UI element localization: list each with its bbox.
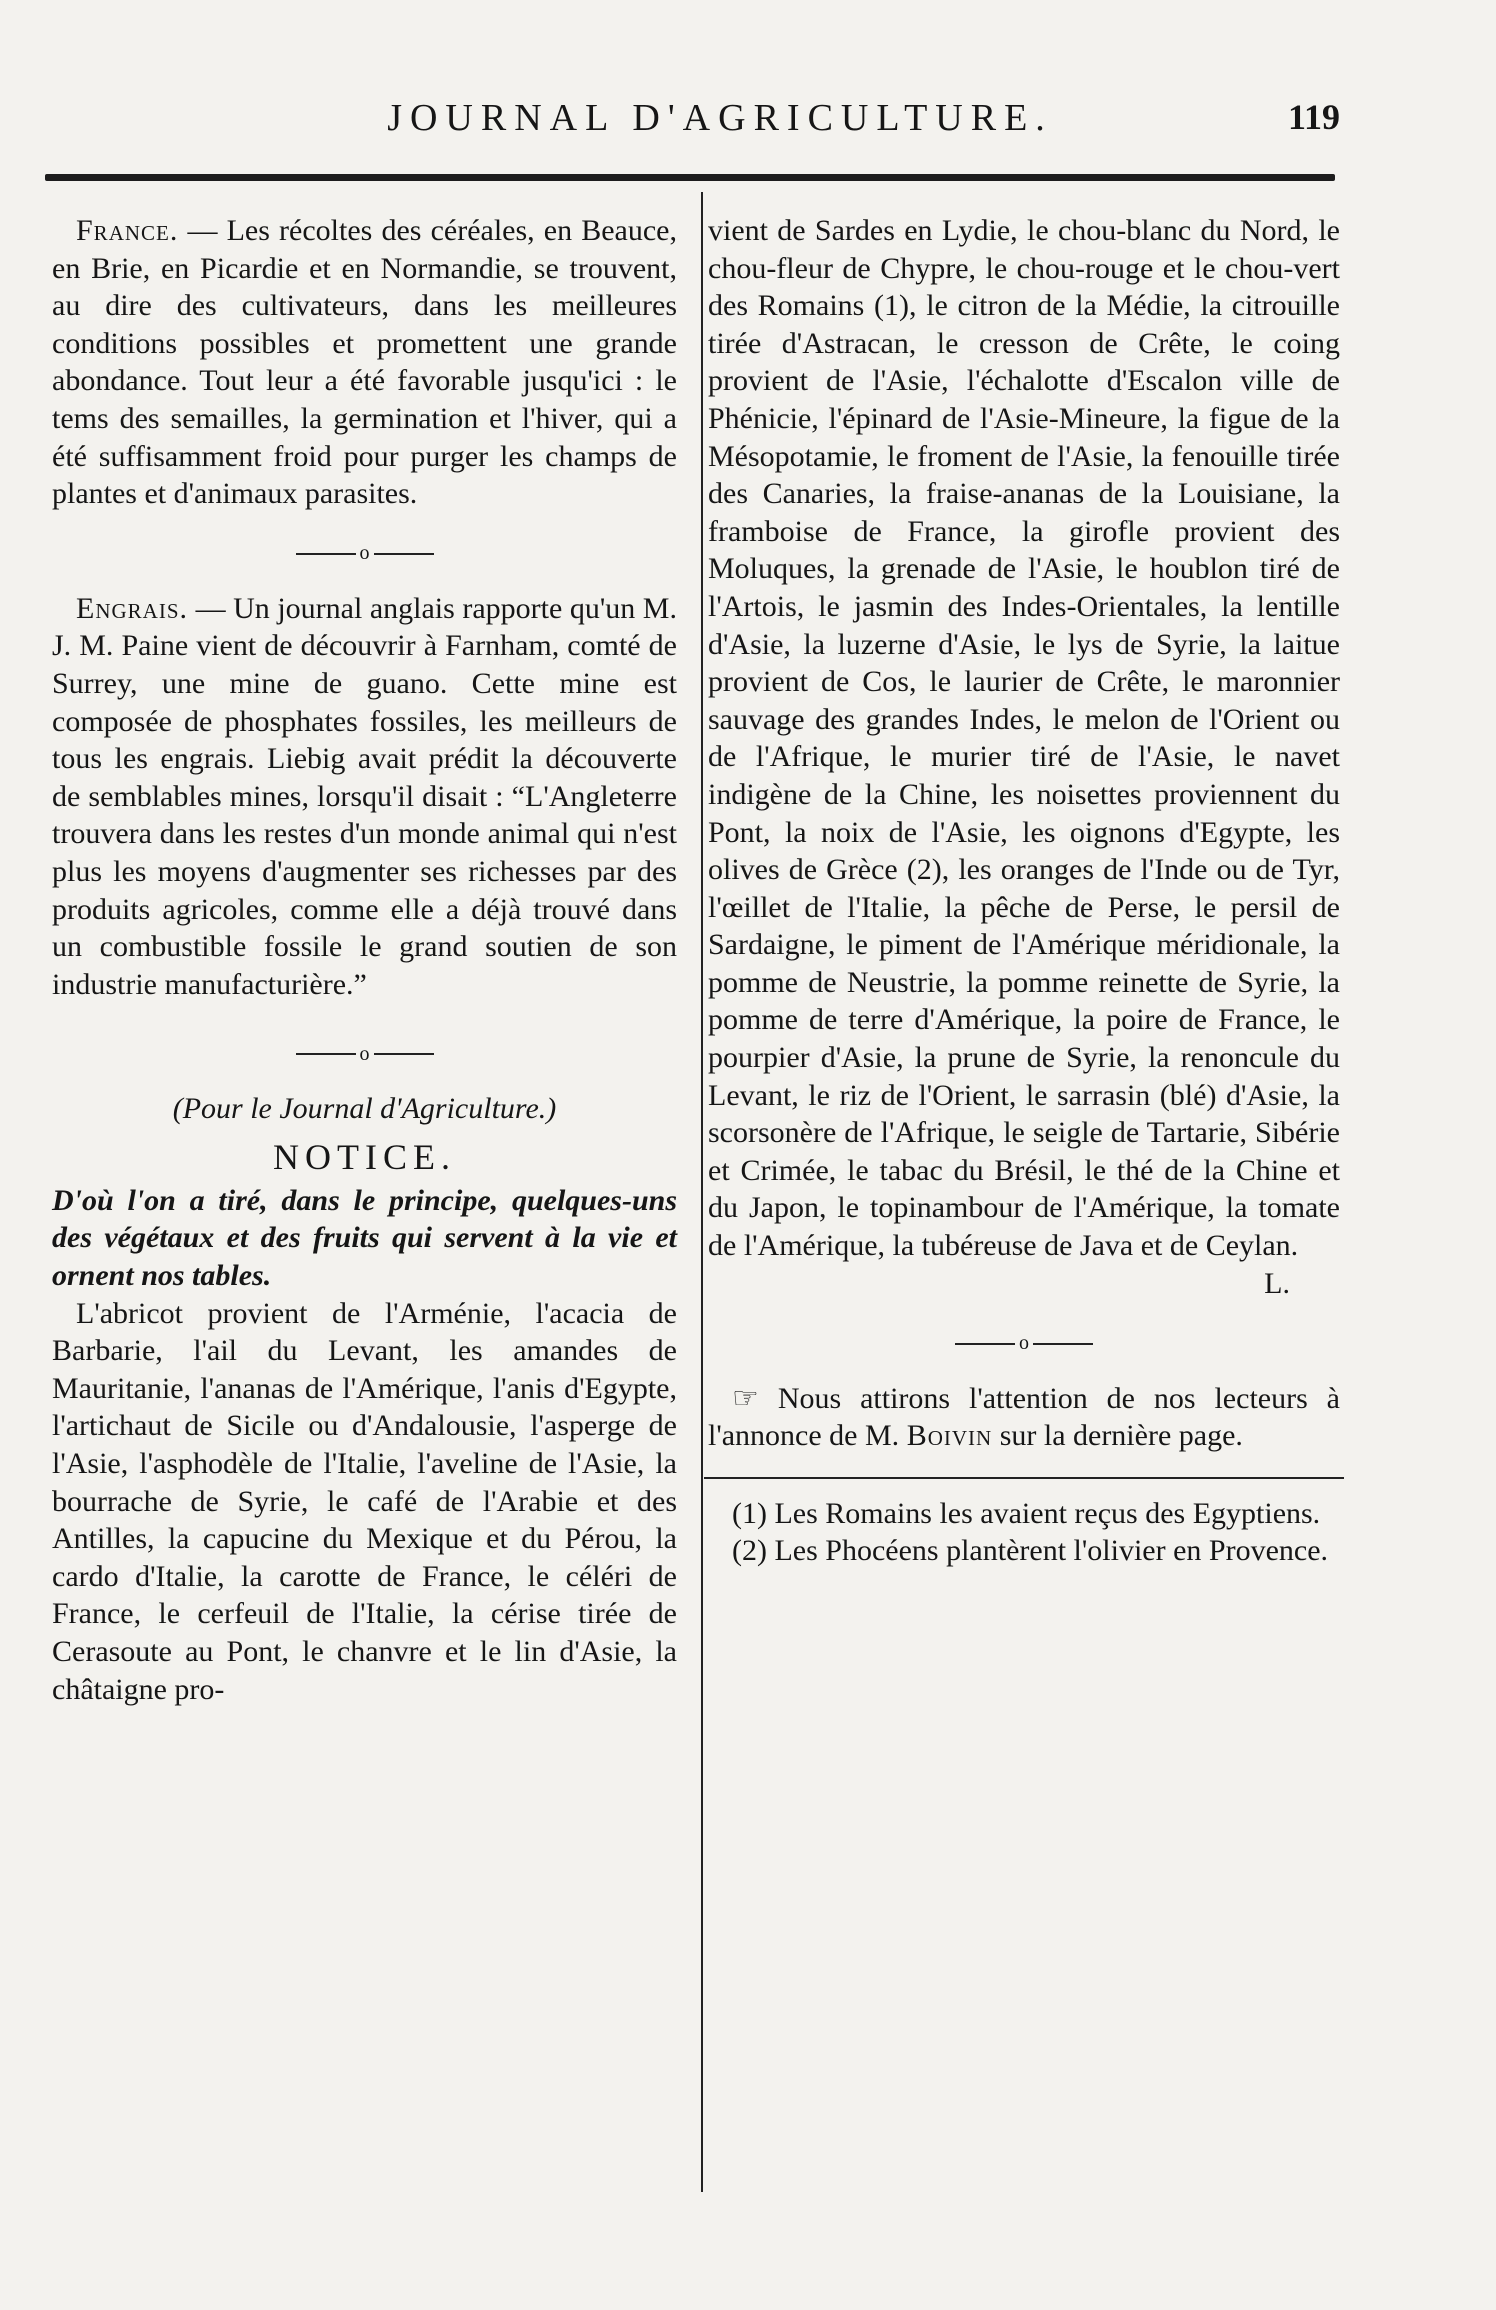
notice-text: L'abricot provient de l'Arménie, l'acacia de Barbarie, l'ail du Levant, les amandes de Mauritanie, l'ananas de l'Amérique, l'anis d'Egypte, l'artichaut de Sicile ou d'Andalousie, l'asperge de l'Asie, l'asphodèle de l'Italie, l'aveline de l'Asie, la bourrache de Syrie, le café de l'Arabie et des Antilles, la capucine du Mexique et du Pérou, la cardo d'Italie, la carotte de France, le céléri de France, le cerfeuil de l'Italie, la cérise tirée de Cerasoute au Pont, le chanvre et le lin d'Asie, la châtaigne pro-	[52, 1296, 677, 1706]
notice-title: NOTICE.	[273, 1136, 456, 1177]
footnote-2: (2) Les Phocéens plantèrent l'olivier en Provence.	[732, 1534, 1329, 1568]
column-divider	[701, 192, 703, 2192]
france-text: — Les récoltes des céréales, en Beauce, en Brie, en Picardie et en Normandie, se trouvent, au dire des cultivateurs, dans les meilleures conditions possibles et promettent une grande abondance. Tout leur a été favorable jusqu'ici : le tems des semailles, la germination et l'hiver, qui a été suffisamment froid pour purger les champs de plantes et d'animaux parasites.	[52, 214, 677, 511]
right-column	[708, 212, 1340, 1570]
announcement-name: Boivin	[906, 1419, 993, 1453]
page-number: 119	[1287, 97, 1340, 137]
announcement: ☞ Nous attirons l'attention de nos lecteurs à l'annonce de M. Boivin sur la dernière page.	[708, 1381, 1340, 1453]
separator: o	[708, 1323, 1340, 1360]
credit-line: (Pour le Journal d'Agriculture.)	[172, 1092, 557, 1126]
france-paragraph	[52, 212, 677, 513]
engrais-text: — Un journal anglais rapporte qu'un M. J. M. Paine vient de découvrir à Farnham, comté de Surrey, une mine de guano. Cette mine est composée de phosphates fossiles, les meilleurs de tous les engrais. Liebig avait prédit la découverte de semblables mines, lorsqu'il disait : “L'Angleterre trouvera dans les restes d'un monde animal qui n'est plus les moyens d'augmenter ses richesses par des produits agricoles, comme elle a déjà trouvé dans un combustible fossile le grand soutien de son industrie manufacturière.”	[52, 591, 677, 1001]
notice-subtitle: D'où l'on a tiré, dans le principe, quelques-uns des végétaux et des fruits qui servent à la vie et ornent nos tables.	[52, 1183, 677, 1293]
engrais-label: Engrais.	[76, 591, 189, 625]
engrais-paragraph	[52, 590, 677, 1004]
page-header	[40, 96, 1340, 156]
footnote-rule	[704, 1477, 1344, 1479]
running-title: JOURNAL D'AGRICULTURE.	[387, 97, 1053, 139]
pointing-hand-icon: ☞	[732, 1381, 759, 1415]
signature: L.	[1264, 1266, 1290, 1300]
left-column	[52, 212, 677, 1708]
france-label: France.	[76, 214, 179, 247]
separator: o	[52, 533, 677, 570]
separator: o	[52, 1033, 677, 1070]
signature-line	[708, 1265, 1340, 1303]
notice-continued: vient de Sardes en Lydie, le chou-blanc du Nord, le chou-fleur de Chypre, le chou-rouge et le chou-vert des Romains (1), le citron de la Médie, la citrouille tirée d'Astracan, le cresson de Crête, le coing provient de l'Asie, l'échalotte d'Escalon ville de Phénicie, l'épinard de l'Asie-Mineure, la figue de la Mésopotamie, le froment de l'Asie, la fenouille tirée des Canaries, la fraise-ananas de la Louisiane, la framboise de France, la girofle provient des Moluques, la grenade de l'Asie, le houblon tiré de l'Artois, le jasmin des Indes-Orientales, la lentille d'Asie, la luzerne d'Asie, le lys de Syrie, la laitue provient de Cos, le laurier de Crête, le maronnier sauvage des grandes Indes, le melon de l'Orient ou de l'Afrique, le murier tiré de l'Asie, le navet indigène de la Chine, les noisettes proviennent du Pont, la noix de l'Asie, les oignons d'Egypte, les olives de Grèce (2), les oranges de l'Inde ou de Tyr, l'œillet de l'Italie, la pêche de Perse, le persil de Sardaigne, le piment de l'Amérique méridionale, la pomme de Neustrie, la pomme reinette de Syrie, la pomme de terre d'Amérique, la poire de France, le pourpier d'Asie, la prune de Syrie, la renoncule du Levant, le riz de l'Orient, le sarrasin (blé) d'Asie, la scorsonère de l'Afrique, le seigle de Tartarie, Sibérie et Crimée, le tabac du Brésil, le thé de la Chine et du Japon, le topinambour de l'Amérique, la tomate de l'Amérique, la tubéreuse de Java et de Ceylan.	[708, 214, 1340, 1263]
header-rule	[45, 174, 1335, 181]
footnote-1: (1) Les Romains les avaient reçus des Egyptiens.	[732, 1496, 1321, 1530]
